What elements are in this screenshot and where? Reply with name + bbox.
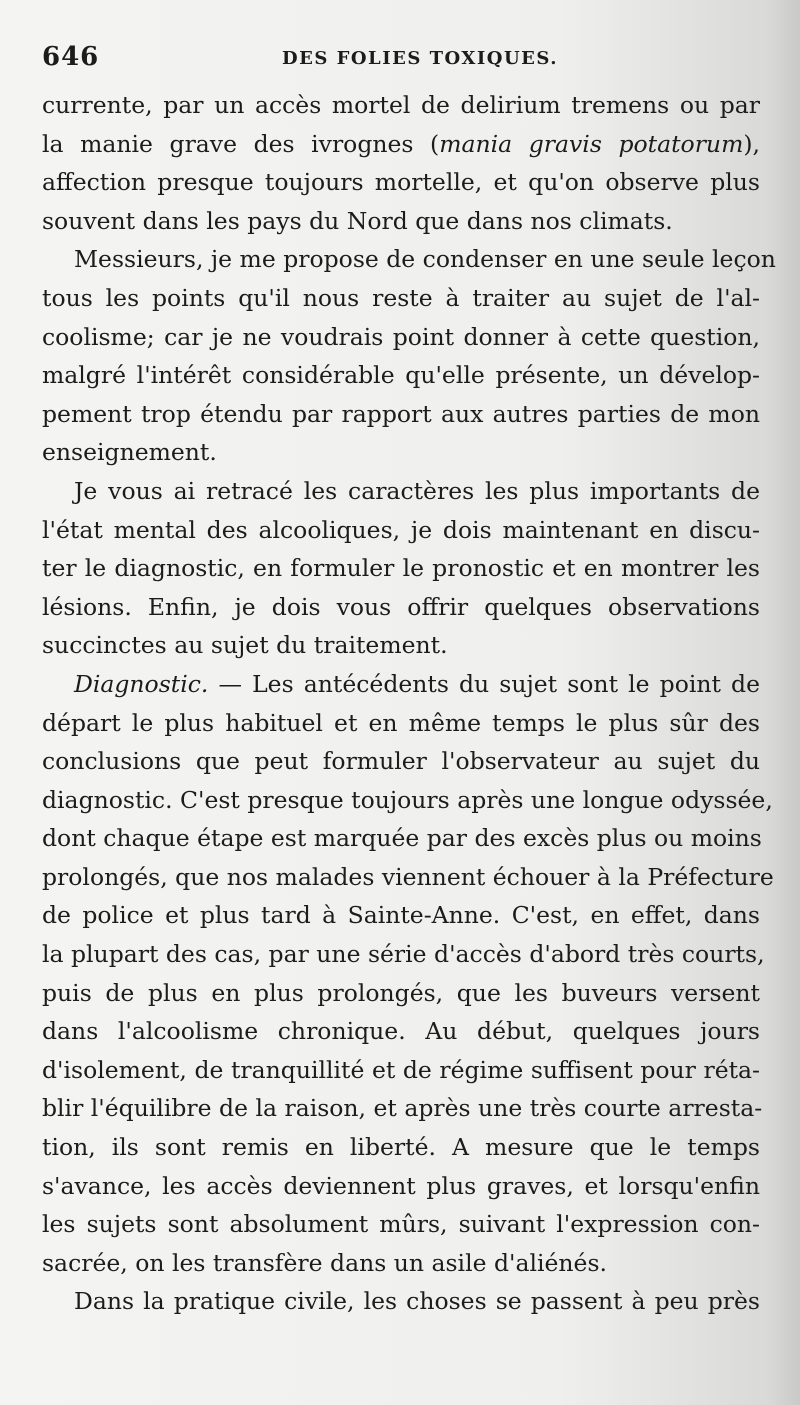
text-line: souvent dans les pays du Nord que dans nos climats. [42, 206, 673, 235]
text-line: départ le plus habituel et en même temps le plus sûr des [42, 708, 760, 737]
page-number: 646 [42, 42, 100, 72]
text-line: pement trop étendu par rapport aux autres parties de mon [42, 399, 760, 428]
text-segment: la manie grave des ivrognes ( [42, 129, 440, 158]
paragraph-messieurs [42, 240, 776, 472]
text-line: tion, ils sont remis en liberté. A mesure que le temps [42, 1133, 760, 1162]
text-line: l'état mental des alcooliques, je dois maintenant en discu- [42, 515, 760, 544]
text-line: puis de plus en plus prolongés, que les buveurs versent [42, 978, 760, 1007]
paragraph-caracteres [42, 472, 760, 665]
text-line: d'isolement, de tranquillité et de régime suffisent pour réta- [42, 1055, 760, 1084]
paragraph-continuation [42, 86, 760, 240]
text-line: s'avance, les accès deviennent plus graves, et lorsqu'enfin [42, 1171, 760, 1200]
text-line: diagnostic. C'est presque toujours après une longue odyssée, [42, 785, 773, 814]
paragraph-pratique-civile [42, 1282, 760, 1321]
latin-term: mania gravis potatorum [439, 129, 744, 158]
text-line: conclusions que peut formuler l'observateur au sujet du [42, 747, 760, 776]
text-line: Messieurs, je me propose de condenser en une seule leçon [74, 245, 776, 274]
paragraph-diagnostic [42, 665, 774, 1283]
text-line: la plupart des cas, par une série d'accès d'abord très courts, [42, 940, 765, 969]
text-line: currente, par un accès mortel de delirium tremens ou par [42, 91, 760, 119]
section-heading-diagnostic: Diagnostic. [74, 669, 209, 698]
text-line: malgré l'intérêt considérable qu'elle présente, un dévelop- [42, 361, 760, 390]
text-line: les sujets sont absolument mûrs, suivant l'expression con- [42, 1210, 760, 1239]
text-line: lésions. Enfin, je dois vous offrir quelques observations [42, 592, 760, 621]
running-head: DES FOLIES TOXIQUES. [282, 48, 558, 69]
text-line: Je vous ai retracé les caractères les plus importants de [74, 476, 760, 505]
text-line [42, 125, 760, 164]
text-segment: ), [743, 129, 760, 158]
text-line: blir l'équilibre de la raison, et après une très courte arresta- [42, 1094, 763, 1123]
text-line: affection presque toujours mortelle, et qu'on observe plus [42, 168, 760, 197]
text-line: prolongés, que nos malades viennent échouer à la Préfecture [42, 862, 774, 891]
body-text [42, 86, 776, 1321]
text-line [42, 665, 760, 704]
text-line: succinctes au sujet du traitement. [42, 631, 448, 660]
text-line: dans l'alcoolisme chronique. Au début, quelques jours [42, 1017, 760, 1046]
text-line: enseignement. [42, 438, 217, 467]
text-line: dont chaque étape est marquée par des excès plus ou moins [42, 824, 762, 853]
text-segment: — Les antécédents du sujet sont le point de [208, 669, 760, 698]
text-line: Dans la pratique civile, les choses se passent à peu près [74, 1287, 760, 1316]
text-line: de police et plus tard à Sainte-Anne. C'est, en effet, dans [42, 901, 760, 930]
text-line: coolisme; car je ne voudrais point donner à cette question, [42, 322, 760, 351]
text-line: sacrée, on les transfère dans un asile d'aliénés. [42, 1248, 607, 1277]
page-header [42, 42, 760, 82]
text-line: tous les points qu'il nous reste à traiter au sujet de l'al- [42, 283, 760, 312]
text-line: ter le diagnostic, en formuler le pronostic et en montrer les [42, 554, 760, 583]
